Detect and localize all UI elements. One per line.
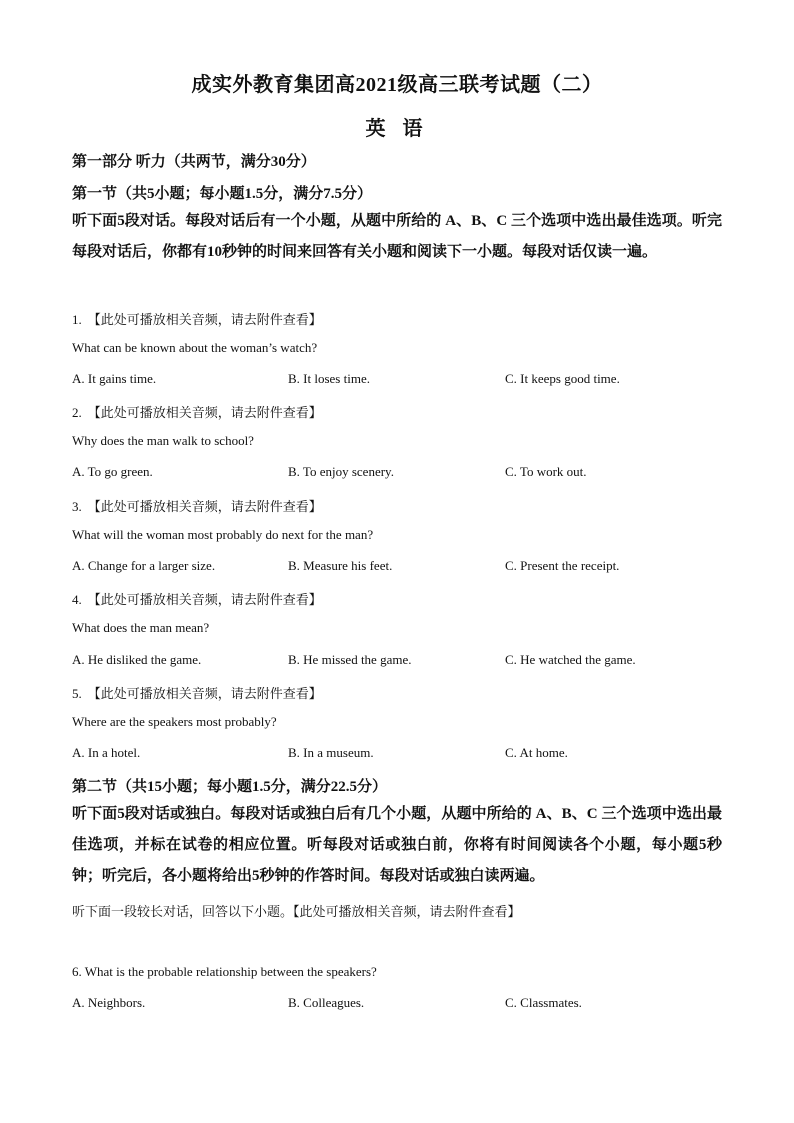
question-5-option-c[interactable]: C. At home.: [505, 745, 568, 760]
question-5-text: Where are the speakers most probably?: [72, 714, 277, 729]
question-4-option-a[interactable]: A. He disliked the game.: [72, 652, 202, 667]
question-1-audio[interactable]: [72, 309, 322, 328]
question-number: 2.: [72, 405, 82, 420]
question-2-text: Why does the man walk to school?: [72, 433, 254, 448]
question-3-text: What will the woman most probably do next for the man?: [72, 527, 374, 542]
question-5-option-a[interactable]: A. In a hotel.: [72, 745, 141, 760]
question-1-option-b[interactable]: B. It loses time.: [288, 371, 370, 386]
subject-title: 英 语: [365, 118, 429, 140]
question-1-option-c[interactable]: C. It keeps good time.: [505, 371, 620, 386]
part-one-heading: 第一部分 听力（共两节，满分30分）: [72, 154, 316, 170]
section-two-heading: 第二节（共15小题；每小题1.5分，满分22.5分）: [72, 779, 388, 795]
question-number: 3.: [72, 499, 82, 514]
question-3-option-a[interactable]: A. Change for a larger size.: [72, 558, 216, 573]
question-6-option-b[interactable]: B. Colleagues.: [288, 995, 365, 1010]
exam-title: 成实外教育集团高2021级高三联考试题（二）: [191, 74, 603, 96]
question-2-audio[interactable]: [72, 402, 322, 421]
section-one-heading: 第一节（共5小题；每小题1.5分，满分7.5分）: [72, 186, 373, 202]
question-3-option-b[interactable]: B. Measure his feet.: [288, 558, 393, 573]
question-6-text: 6. What is the probable relationship between the speakers?: [72, 964, 377, 979]
audio-placeholder: 【此处可播放相关音频，请去附件查看】: [87, 499, 322, 514]
question-number: 5.: [72, 686, 82, 701]
section-one-instructions: 听下面5段对话。每段对话后有一个小题，从题中所给的 A、B、C 三个选项中选出最佳选项。听完每段对话后，你都有10秒钟的时间来回答有关小题和阅读下一小题。每段对话仅读一遍。: [72, 213, 722, 260]
question-1-option-a[interactable]: A. It gains time.: [72, 371, 157, 386]
question-2-option-a[interactable]: A. To go green.: [72, 464, 153, 479]
question-4-option-b[interactable]: B. He missed the game.: [288, 652, 412, 667]
section-two-instructions: 听下面5段对话或独白。每段对话或独白后有几个小题，从题中所给的 A、B、C 三个选项中选出最佳选项，并标在试卷的相应位置。听每段对话或独白前，你将有时间阅读各个小题，每小题5秒钟；听完后，各小题将给出5秒钟的作答时间。每段对话或独白读两遍。: [72, 806, 722, 884]
question-number: 4.: [72, 592, 82, 607]
question-3-option-c[interactable]: C. Present the receipt.: [505, 558, 620, 573]
question-2-option-c[interactable]: C. To work out.: [505, 464, 587, 479]
audio-placeholder: 【此处可播放相关音频，请去附件查看】: [87, 592, 322, 607]
question-6-option-a[interactable]: A. Neighbors.: [72, 995, 146, 1010]
audio-placeholder: 【此处可播放相关音频，请去附件查看】: [87, 312, 322, 327]
audio-placeholder: 【此处可播放相关音频，请去附件查看】: [87, 405, 322, 420]
question-2-option-b[interactable]: B. To enjoy scenery.: [288, 464, 394, 479]
question-number: 1.: [72, 312, 82, 327]
question-4-text: What does the man mean?: [72, 620, 210, 635]
audio-placeholder: 【此处可播放相关音频，请去附件查看】: [87, 686, 322, 701]
question-4-audio[interactable]: [72, 589, 322, 608]
question-3-audio[interactable]: [72, 496, 322, 515]
question-5-option-b[interactable]: B. In a museum.: [288, 745, 374, 760]
question-1-text: What can be known about the woman’s watch?: [72, 340, 318, 355]
question-5-audio[interactable]: [72, 683, 322, 702]
question-6-option-c[interactable]: C. Classmates.: [505, 995, 582, 1010]
listen-prompt[interactable]: 听下面一段较长对话，回答以下小题。【此处可播放相关音频，请去附件查看】: [72, 904, 521, 919]
question-4-option-c[interactable]: C. He watched the game.: [505, 652, 636, 667]
